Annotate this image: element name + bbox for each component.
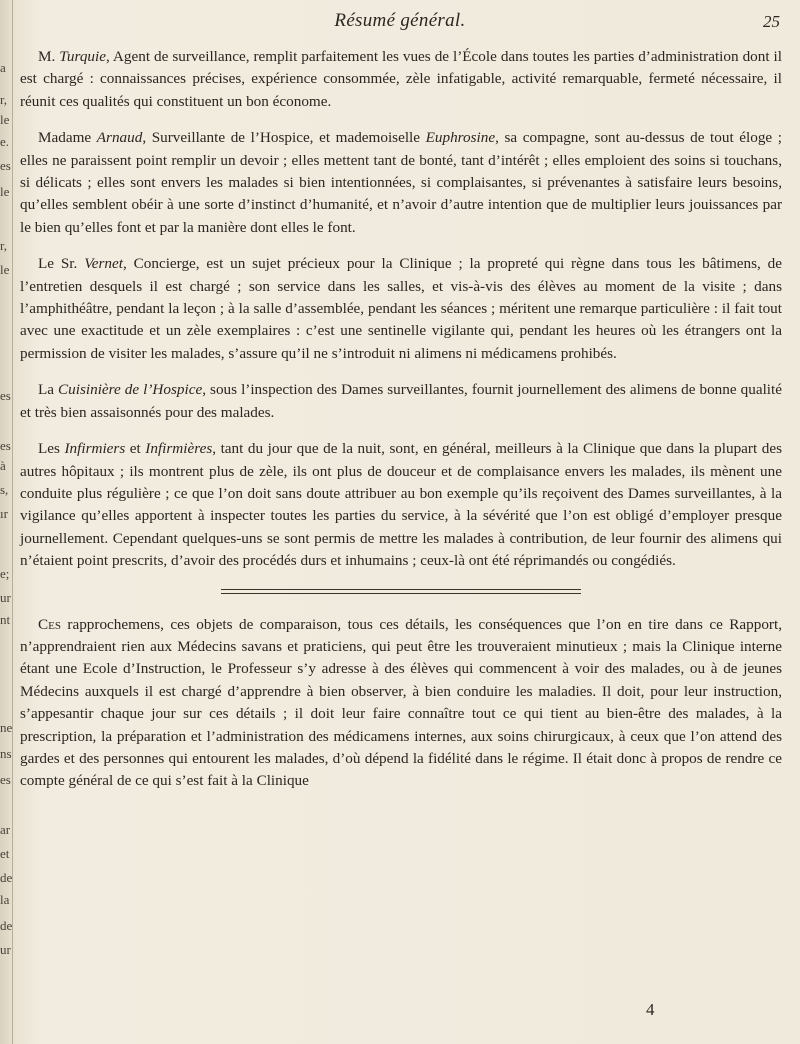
signature-mark: 4 xyxy=(646,1000,655,1019)
section-divider xyxy=(221,589,581,594)
gutter-fragment: es xyxy=(0,438,11,453)
gutter-fragment: e; xyxy=(0,566,10,581)
person-name: Infirmiers xyxy=(64,440,126,458)
gutter-fragment: ur xyxy=(0,590,11,605)
paragraph-vernet xyxy=(20,253,782,365)
person-name: Arnaud xyxy=(96,129,143,147)
paragraph-lead: M. xyxy=(38,48,60,65)
person-name: Vernet xyxy=(84,255,123,273)
gutter-fragment: de xyxy=(0,918,13,933)
paragraph-arnaud xyxy=(20,127,782,239)
person-name: Euphrosine xyxy=(425,129,496,147)
gutter-fragment: la xyxy=(0,892,10,907)
paragraph-text: , Agent de surveillance, remplit parfaitement les vues de l’École dans toutes les parties d’administration dont il est chargé : connaissances précises, expérience consommée, zèle infatigable, activité remarquable, fermeté nécessaire, il réunit ces qualités qui constituent un bon économe. xyxy=(20,48,782,110)
gutter-fragment: es xyxy=(0,388,11,403)
gutter-fragment: ne xyxy=(0,720,13,735)
gutter-fragment: le xyxy=(0,184,10,199)
gutter-fragment: à xyxy=(0,458,6,473)
page-number: 25 xyxy=(763,12,780,31)
paragraph-text: et xyxy=(125,440,146,458)
paragraph-lead: Madame xyxy=(38,129,97,147)
paragraph-rapprochemens xyxy=(20,614,782,793)
gutter-fragment: nt xyxy=(0,612,11,627)
gutter-fragment: le xyxy=(0,262,10,277)
paragraph-text: , tant du jour que de la nuit, sont, en général, meilleurs à la Clinique que dans la plupart des autres hôpitaux ; ils montrent plus de zèle, ils ont plus de douceur et de complaisance envers les malades, ils mènent une conduite plus régulière ; ce que l’on doit sans doute attribuer au bon exemple qu’ils reçoivent des Dames surveillantes, à la vigilance qu’elles apportent à inspecter toutes les parties du service, à la sévérité que l’on est obligé d’employer presque journellement. Cependant quelques-uns se sont permis de mettre les malades à contribution, de leur fournir des alimens qui n’étaient point prescrits, d’avoir des procédés durs et inhumains ; ceux-là ont été réprimandés ou congédiés. xyxy=(20,440,782,570)
gutter-fragment: e. xyxy=(0,134,10,149)
paragraph-text: , Concierge, est un sujet précieux pour la Clinique ; la propreté qui règne dans tous les bâtimens, de l’entretien desquels il est chargé ; son service dans les salles, et vis-à-vis des élèves au moment de la visite ; dans l’amphithéâtre, pendant la leçon ; à la salle d’assemblée, pendant les séances ; méritent une remarque particulière : il fait tout avec une exactitude et un zèle exemplaires : c’est une sentinelle vigilante qui, pendant les heures où les étrangers ont la permission de visiter les malades, s’assure qu’il ne s’introduit ni alimens ni médicamens prohibés. xyxy=(20,255,782,362)
paragraph-text: , sa compagne, sont au-dessus de tout éloge ; elles ne paraissent point remplir un devoir ; elles mettent tant de bonté, tant d’intérêt ; elles emploient des soins si touchans, si délicats ; elles sont envers les malades si bien intentionnées, si complaisantes, si prévenantes à satisfaire leurs besoins, qu’elles semblent obéir à une sorte d’instinct d’humanité, et n’avoir d’autre intention que de multiplier leurs jouissances par le bien qu’elles font et par la manière dont elles le font. xyxy=(20,129,782,236)
body-text xyxy=(20,46,782,807)
gutter-fragment: es xyxy=(0,158,11,173)
gutter-fragment: es xyxy=(0,772,11,787)
paragraph-lead: La xyxy=(38,381,59,399)
gutter-fragment: et xyxy=(0,846,10,861)
gutter-fragment: a xyxy=(0,60,6,75)
gutter-fragment: ır xyxy=(0,506,8,521)
paragraph-lead: Les xyxy=(38,440,65,458)
gutter-fragment: s, xyxy=(0,482,9,497)
person-name: Infirmières xyxy=(145,440,213,458)
gutter-fragment: r, xyxy=(0,238,8,253)
paragraph-text: , Surveillante de l’Hospice, et mademoiselle xyxy=(142,129,426,147)
left-gutter-fragments xyxy=(0,0,13,1044)
paragraph-text: rapprochemens, ces objets de comparaison, tous ces détails, les conséquences que l’on en tire dans ce Rapport, n’apprendraient rien aux Médecins savans et praticiens, qui peut être les trouveraient minutieux ; mais la Clinique interne étant une Ecole d’Instruction, le Professeur s’y adresse à des élèves qui commencent à voir des malades, ou à de jeunes Médecins auxquels il est chargé d’apprendre à bien observer, à bien conduire les maladies. Il doit, pour leur instruction, s’appesantir chaque jour sur ces détails ; il doit leur faire connaître tout ce qui tient au bien-être des malades, à la prescription, la préparation et l’administration des médicamens internes, aux soins chirurgicaux, à ceux que l’on attend des gardes et des personnes qui entourent les malades, d’où dépend la fidélité dans le régime. Il était donc à propos de rendre ce compte général de ce qui s’est fait à la Clinique xyxy=(20,615,782,790)
gutter-fragment: r, xyxy=(0,92,8,107)
gutter-fragment: ur xyxy=(0,942,11,957)
paragraph-cuisiniere xyxy=(20,379,782,424)
paragraph-turquie xyxy=(20,46,782,113)
paragraph-lead: Le Sr. xyxy=(38,255,85,273)
paragraph-lead: Ces xyxy=(38,615,61,633)
paragraph-text: , sous l’inspection des Dames surveillantes, fournit journellement des alimens de bonne qualité et très bien assaisonnés pour des malades. xyxy=(20,381,782,421)
person-name: Cuisinière de l’Hospice xyxy=(58,381,203,399)
page-header xyxy=(0,8,800,36)
person-name: Turquie xyxy=(59,48,106,65)
gutter-fragment: ar xyxy=(0,822,11,837)
running-title: Résumé général. xyxy=(334,10,466,31)
gutter-fragment: de xyxy=(0,870,13,885)
paragraph-infirmiers xyxy=(20,438,782,572)
gutter-fragment: le xyxy=(0,112,10,127)
gutter-fragment: ns xyxy=(0,746,12,761)
